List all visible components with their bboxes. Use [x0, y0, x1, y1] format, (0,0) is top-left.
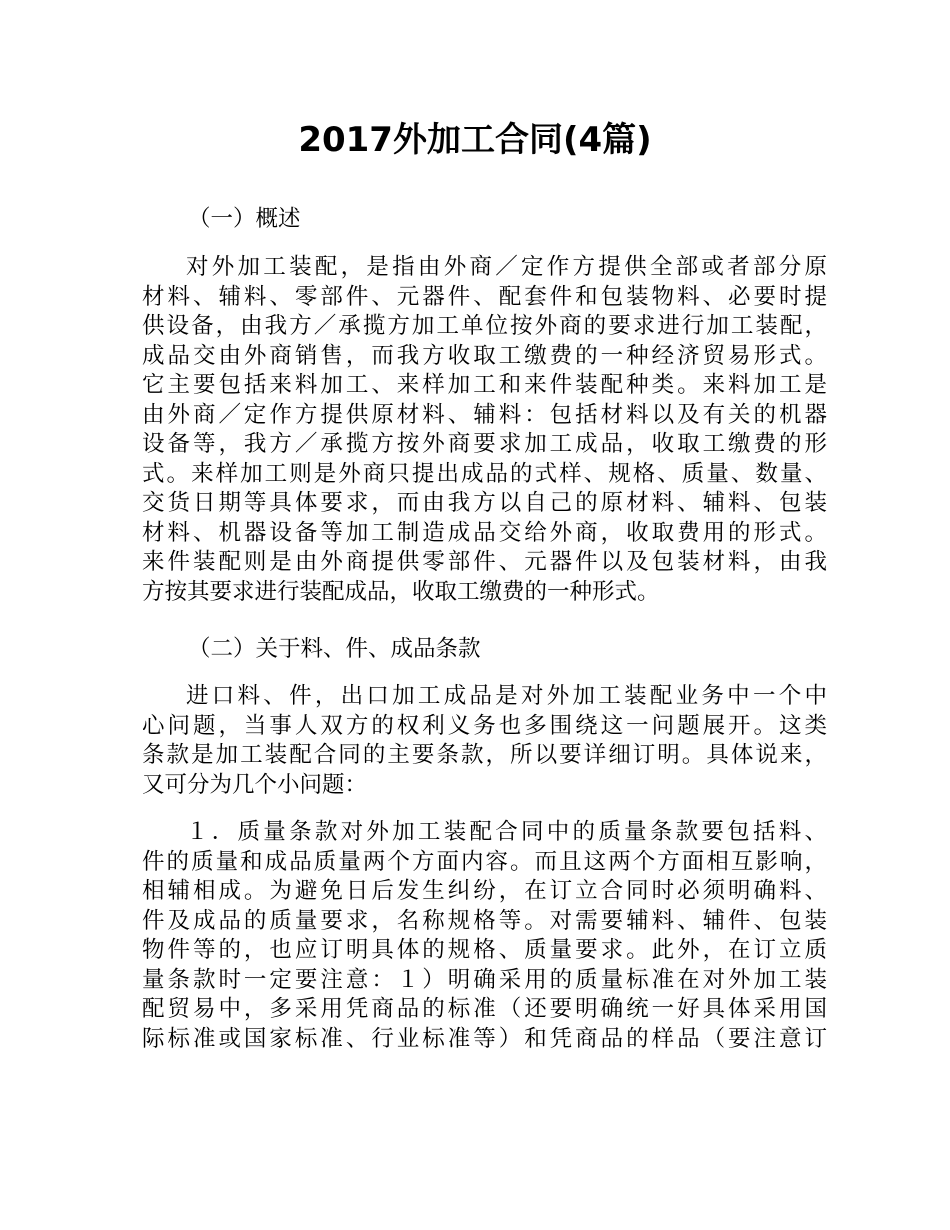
- text-line: 成品交由外商销售，而我方收取工缴费的一种经济贸易形式。: [142, 342, 827, 369]
- text-line: 它主要包括来料加工、来样加工和来件装配种类。来料加工是: [142, 372, 827, 398]
- text-line: 进口料、件，出口加工成品是对外加工装配业务中一个中: [186, 683, 827, 709]
- text-line: 配贸易中，多采用凭商品的标准（还要明确统一好具体采用国: [142, 996, 827, 1022]
- text-line: 设备等，我方／承揽方按外商要求加工成品，收取工缴费的形: [142, 431, 827, 457]
- text-line: 供设备，由我方／承揽方加工单位按外商的要求进行加工装配，: [142, 313, 827, 339]
- text-line: 又可分为几个小问题：: [142, 771, 368, 798]
- paragraph-materials: [142, 682, 827, 800]
- text-line: 际标准或国家标准、行业标准等）和凭商品的样品（要注意订: [142, 1025, 827, 1052]
- text-line: 量条款时一定要注意：１）明确采用的质量标准在对外加工装: [142, 966, 827, 993]
- text-line: 件及成品的质量要求，名称规格等。对需要辅料、辅件、包装: [142, 907, 827, 934]
- text-line: 条款是加工装配合同的主要条款，所以要详细订明。具体说来，: [142, 742, 827, 768]
- text-line: 件的质量和成品质量两个方面内容。而且这两个方面相互影响，: [142, 848, 827, 875]
- text-line: 式。来样加工则是外商只提出成品的式样、规格、质量、数量、: [142, 460, 827, 487]
- text-line: 物件等的，也应订明具体的规格、质量要求。此外，在订立质: [142, 937, 827, 963]
- section-heading-overview: （一）概述: [188, 206, 301, 232]
- text-line: 来件装配则是由外商提供零部件、元器件以及包装材料，由我: [142, 549, 827, 575]
- section-heading-materials: （二）关于料、件、成品条款: [188, 636, 481, 662]
- text-line: 交货日期等具体要求，而由我方以自己的原材料、辅料、包装: [142, 490, 827, 516]
- paragraph-quality: [142, 818, 827, 1054]
- text-line: 材料、辅料、零部件、元器件、配套件和包装物料、必要时提: [142, 283, 827, 310]
- paragraph-overview: [142, 253, 827, 607]
- text-line: 对外加工装配，是指由外商／定作方提供全部或者部分原: [186, 254, 827, 280]
- text-line: 材料、机器设备等加工制造成品交给外商，收取费用的形式。: [142, 519, 827, 546]
- text-line: 心问题，当事人双方的权利义务也多围绕这一问题展开。这类: [142, 712, 827, 739]
- text-line: 方按其要求进行装配成品，收取工缴费的一种形式。: [142, 578, 660, 605]
- document-title: 2017外加工合同(4篇): [298, 120, 652, 160]
- text-line: １．质量条款对外加工装配合同中的质量条款要包括料、: [186, 819, 827, 845]
- text-line: 由外商／定作方提供原材料、辅料：包括材料以及有关的机器: [142, 401, 827, 428]
- text-line: 相辅相成。为避免日后发生纠纷，在订立合同时必须明确料、: [142, 878, 827, 904]
